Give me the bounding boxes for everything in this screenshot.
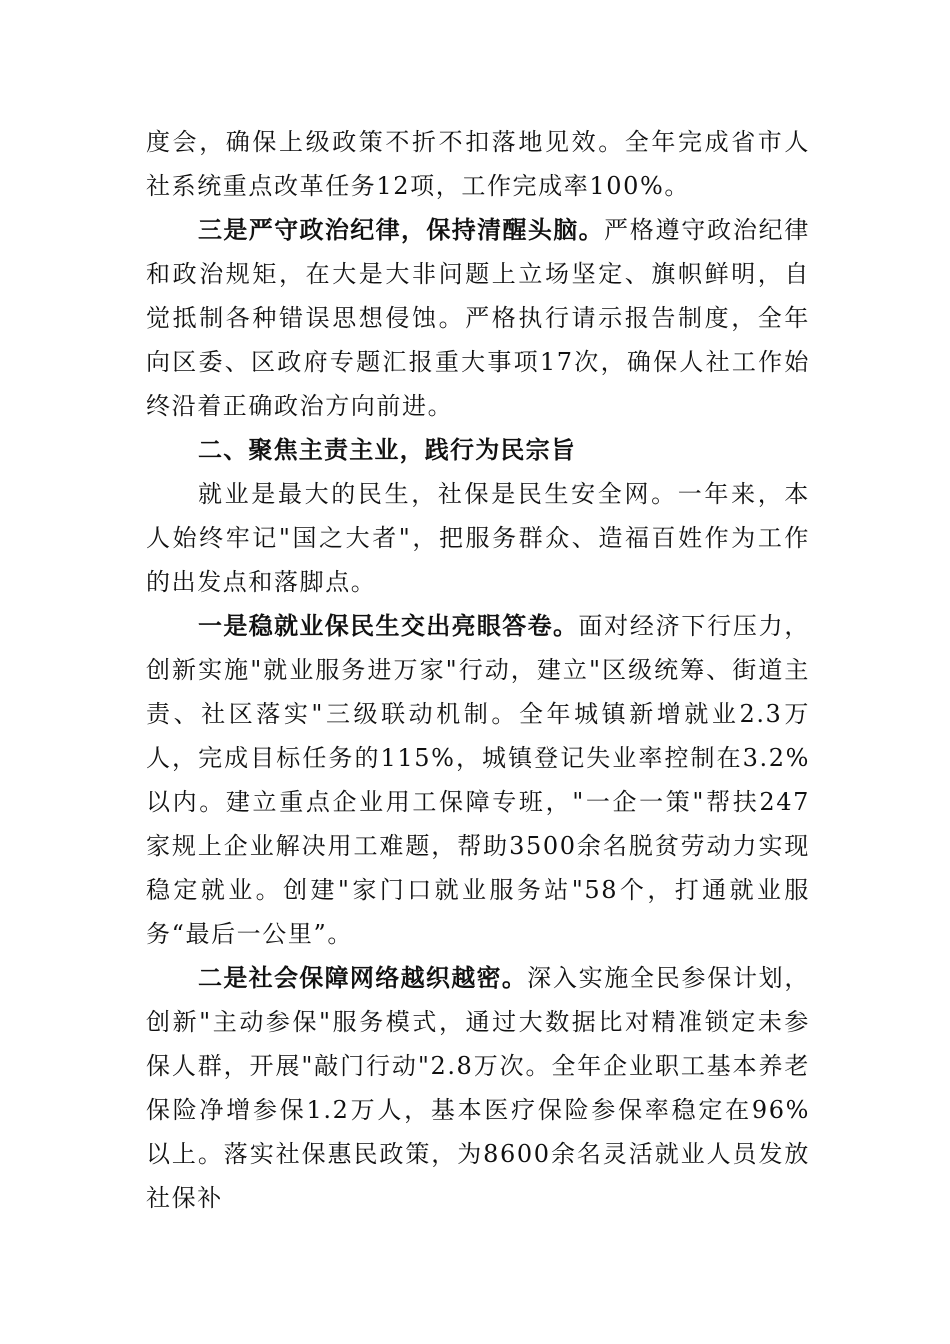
paragraph-intro	[146, 472, 810, 604]
section-heading: 二、聚焦主责主业，践行为民宗旨	[198, 436, 576, 464]
paragraph-lead: 二是社会保障网络越织越密。	[198, 964, 528, 992]
paragraph-social-security	[146, 956, 810, 1220]
paragraph-text: 面对经济下行压力，创新实施"就业服务进万家"行动，建立"区级统筹、街道主责、社区落实"三级联动机制。全年城镇新增就业2.3万人，完成目标任务的115%，城镇登记失业率控制在3.2%以内。建立重点企业用工保障专班，"一企一策"帮扶247家规上企业解决用工难题，帮助3500余名脱贫劳动力实现稳定就业。创建"家门口就业服务站"58个，打通就业服务“最后一公里”。	[146, 612, 810, 948]
paragraph-lead: 一是稳就业保民生交出亮眼答卷。	[198, 612, 579, 640]
paragraph-text: 度会，确保上级政策不折不扣落地见效。全年完成省市人社系统重点改革任务12项，工作完成率100%。	[146, 128, 810, 200]
document-body	[146, 120, 810, 1220]
paragraph-employment	[146, 604, 810, 956]
paragraph-continued	[146, 120, 810, 208]
paragraph-political-discipline	[146, 208, 810, 428]
paragraph-text: 就业是最大的民生，社保是民生安全网。一年来，本人始终牢记"国之大者"，把服务群众、造福百姓作为工作的出发点和落脚点。	[146, 480, 810, 596]
paragraph-lead: 三是严守政治纪律，保持清醒头脑。	[198, 216, 604, 244]
paragraph-text: 严格遵守政治纪律和政治规矩，在大是大非问题上立场坚定、旗帜鲜明，自觉抵制各种错误思想侵蚀。严格执行请示报告制度，全年向区委、区政府专题汇报重大事项17次，确保人社工作始终沿着正确政治方向前进。	[146, 216, 810, 420]
paragraph-text: 深入实施全民参保计划，创新"主动参保"服务模式，通过大数据比对精准锁定未参保人群，开展"敲门行动"2.8万次。全年企业职工基本养老保险净增参保1.2万人，基本医疗保险参保率稳定在96%以上。落实社保惠民政策，为8600余名灵活就业人员发放社保补	[146, 964, 810, 1212]
